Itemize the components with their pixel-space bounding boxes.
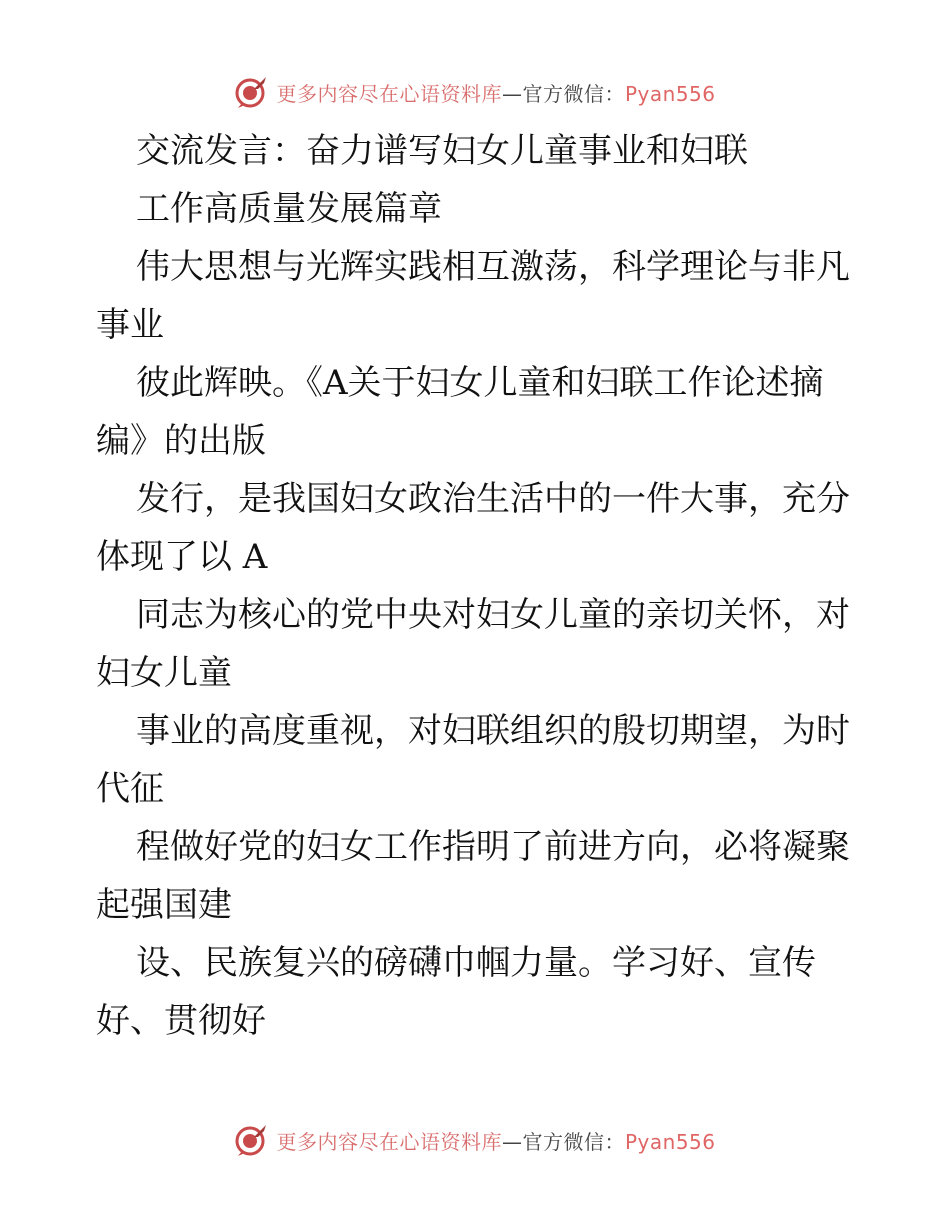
text-line: 彼此辉映。《A关于妇女儿童和妇联工作论述摘 — [136, 363, 824, 403]
text-line: 编》的出版 — [96, 421, 266, 461]
text-line: 设、民族复兴的磅礴巾帼力量。学习好、宣传 — [136, 943, 816, 983]
wax-seal-quill-icon — [234, 75, 268, 109]
text-line: 好、贯彻好 — [96, 1001, 266, 1041]
watermark-dash: — — [501, 1129, 523, 1154]
text-line: 同志为核心的党中央对妇女儿童的亲切关怀，对 — [136, 595, 850, 635]
text-line: 事业的高度重视，对妇联组织的殷切期望，为时 — [136, 711, 850, 751]
text-line: 工作高质量发展篇章 — [136, 189, 442, 229]
watermark-official-label: 官方微信： — [522, 1129, 625, 1154]
watermark-promo-text: 更多内容尽在心语资料库 — [276, 81, 502, 106]
text-line: 程做好党的妇女工作指明了前进方向，必将凝聚 — [136, 827, 850, 867]
text-line: 伟大思想与光辉实践相互激荡，科学理论与非凡 — [136, 247, 850, 287]
text-line: 体现了以 A — [96, 537, 268, 577]
wax-seal-quill-icon — [234, 1123, 268, 1157]
text-line: 起强国建 — [96, 885, 232, 925]
watermark-wechat-id: Pyan556 — [624, 1129, 716, 1154]
document-body — [96, 122, 876, 1050]
watermark-label — [276, 78, 715, 107]
text-line: 代征 — [96, 769, 164, 809]
watermark-promo-text: 更多内容尽在心语资料库 — [276, 1129, 502, 1154]
text-line: 发行，是我国妇女政治生活中的一件大事，充分 — [136, 479, 850, 519]
text-line: 交流发言：奋力谱写妇女儿童事业和妇联 — [136, 131, 748, 171]
header-watermark — [0, 72, 950, 112]
watermark-wechat-id: Pyan556 — [624, 81, 716, 106]
watermark-dash: — — [501, 81, 523, 106]
text-line: 妇女儿童 — [96, 653, 232, 693]
text-line: 事业 — [96, 305, 164, 345]
watermark-official-label: 官方微信： — [522, 81, 625, 106]
watermark-label — [276, 1126, 715, 1155]
footer-watermark — [0, 1120, 950, 1160]
